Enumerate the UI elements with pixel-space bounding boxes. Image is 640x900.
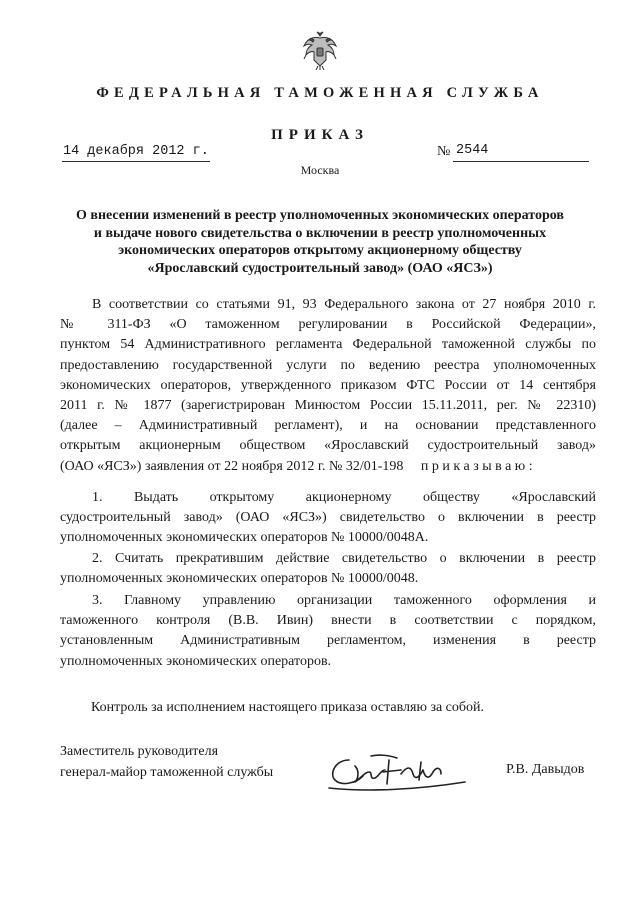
text-line: 3. Главному управлению организации таможенного оформления и bbox=[92, 593, 596, 608]
item-2 bbox=[60, 549, 596, 589]
signatory-position bbox=[60, 742, 273, 783]
order-word-spaced: приказываю: bbox=[420, 458, 537, 474]
text-line: уполномоченных экономических операторов № 10000/0048. bbox=[60, 571, 419, 587]
text-line: установленным Административным регламентом, изменения в реестр bbox=[60, 633, 596, 649]
text-line: 2. Считать прекратившим действие свидетельство о включении в реестр bbox=[92, 551, 596, 566]
double-headed-eagle-emblem-icon bbox=[301, 30, 339, 72]
text-line: судостроительный завод» (ОАО «ЯСЗ») свидетельство о включении в реестр bbox=[60, 510, 596, 526]
order-number: 2544 bbox=[456, 143, 489, 158]
order-date: 14 декабря 2012 г. bbox=[63, 144, 209, 159]
position-line: Заместитель руководителя bbox=[60, 744, 219, 759]
text-line: уполномоченных экономических операторов № 10000/0048А. bbox=[60, 530, 429, 546]
text-line: (далее – Административный регламент), и на основании представленного bbox=[60, 418, 596, 434]
title-line: О внесении изменений в реестр уполномоченных экономических операторов bbox=[76, 208, 564, 223]
signatory-name: Р.В. Давыдов bbox=[506, 762, 585, 777]
item-3 bbox=[60, 591, 596, 672]
text-line: открытым акционерным обществом «Ярославский судостроительный завод» bbox=[60, 438, 596, 454]
control-clause: Контроль за исполнением настоящего приказа оставляю за собой. bbox=[91, 700, 485, 715]
date-underline bbox=[62, 161, 210, 162]
number-underline bbox=[453, 161, 589, 162]
text-line: таможенного контроля (В.В. Ивин) внести в соответствии с порядком, bbox=[60, 613, 596, 629]
position-line: генерал-майор таможенной службы bbox=[60, 764, 274, 780]
agency-name: ФЕДЕРАЛЬНАЯ ТАМОЖЕННАЯ СЛУЖБА bbox=[96, 85, 544, 101]
text-line: № 311-ФЗ «О таможенном регулировании в Российской Федерации», bbox=[60, 317, 596, 333]
document-type: ПРИКАЗ bbox=[271, 127, 369, 143]
handwritten-signature-icon bbox=[325, 748, 475, 796]
text-line: пунктом 54 Административного регламента Федеральной таможенной службы по bbox=[60, 337, 596, 353]
title-line: «Ярославский судостроительный завод» (ОАО «ЯСЗ») bbox=[147, 260, 493, 276]
text-line: 2011 г. № 1877 (зарегистрирован Минюстом России 15.11.2011, рег. № 22310) bbox=[60, 398, 596, 414]
city: Москва bbox=[300, 163, 340, 177]
preamble-paragraph bbox=[60, 295, 596, 477]
text-line: предоставлению государственной услуги по ведению реестра уполномоченных bbox=[60, 357, 596, 373]
item-1 bbox=[60, 488, 596, 549]
text-line: экономических операторов, утвержденного приказом ФТС России от 14 сентября bbox=[60, 377, 596, 393]
title-line: и выдаче нового свидетельства о включении в реестр уполномоченных bbox=[93, 225, 547, 241]
text-line: В соответствии со статьями 91, 93 Федерального закона от 27 ноября 2010 г. bbox=[92, 297, 596, 312]
title-line: экономических операторов открытому акционерному обществу bbox=[118, 243, 522, 258]
text-line-part: (ОАО «ЯСЗ») заявления от 22 ноября 2012 г. № 32/01-198 bbox=[60, 458, 404, 474]
document-title bbox=[50, 207, 590, 277]
text-line: уполномоченных экономических операторов. bbox=[60, 653, 332, 669]
text-line bbox=[60, 457, 596, 477]
text-line: 1. Выдать открытому акционерному обществу «Ярославский bbox=[92, 490, 596, 505]
order-number-prefix: № bbox=[437, 144, 451, 159]
